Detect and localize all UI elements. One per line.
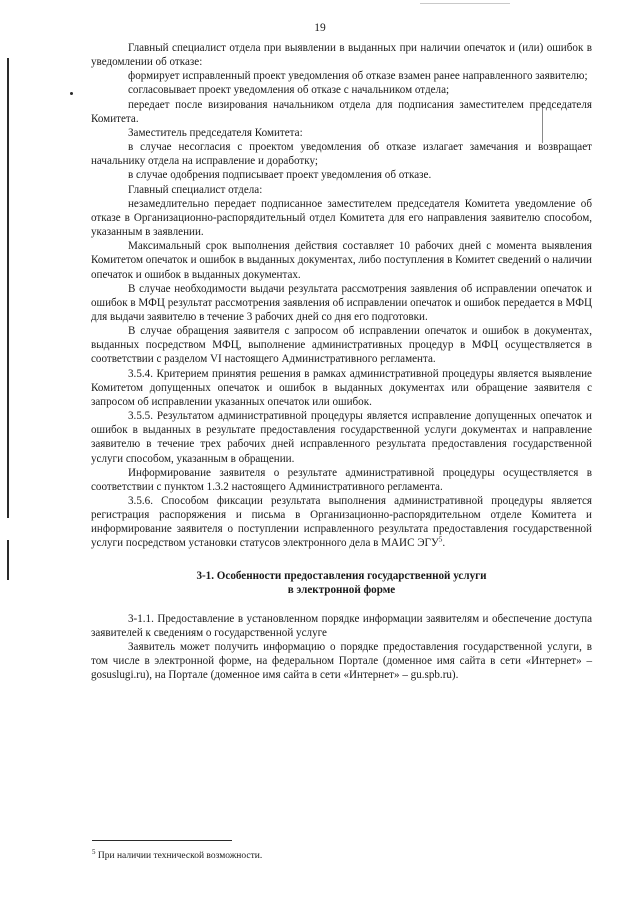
paragraph-text: 3.5.6. Способом фиксации результата выполнения административной процедуры является регистрация распоряжения и письма в Организационно-распорядительном отделе Комитета и информирование заявителя о поступлении исправленного результата предоставления государственной услуги посредством установки статусов электронного дела в МАИС ЭГУ	[91, 495, 592, 550]
paragraph: 3.5.5. Результатом административной процедуры является исправление допущенных опечаток и ошибок в выданных в результате предоставления государственной услуги документах и направление заявителю в течение трех рабочих дней исправленного результата предоставления государственной услуги способом, указанным в обращении.	[91, 410, 592, 465]
paragraph: передает после визирования начальником отдела для подписания заместителем председателя Комитета.	[91, 98, 592, 125]
paragraph: в случае несогласия с проектом уведомления об отказе излагает замечания и возвращает начальнику отдела на исправление и доработку;	[91, 141, 592, 168]
footnote-text: При наличии технической возможности.	[97, 851, 263, 861]
page-number: 19	[314, 22, 326, 34]
section-heading	[91, 569, 592, 598]
paragraph: 3-1.1. Предоставление в установленном порядке информации заявителям и обеспечение доступа заявителей к сведениям о государственной услуге	[91, 612, 592, 639]
footnote	[92, 847, 592, 862]
heading-spacer	[91, 598, 592, 612]
scan-artifact-line	[420, 3, 510, 4]
paragraph: Информирование заявителя о результате административной процедуры осуществляется в соответствии с пунктом 1.3.2 настоящего Административного регламента.	[91, 466, 592, 493]
scan-artifact-dot	[70, 92, 73, 95]
paragraph: незамедлительно передает подписанное заместителем председателя Комитета уведомление об отказе в Организационно-распорядительный отдел Комитета для его направления заявителю способом, указанным в заявлении.	[91, 197, 592, 239]
section-heading-line-2: в электронной форме	[287, 584, 396, 597]
paragraph: В случае необходимости выдачи результата рассмотрения заявления об исправлении опечаток и ошибок в МФЦ результат рассмотрения заявления об исправлении опечаток и ошибок передается в МФЦ для выдачи заявителю в течение 3 рабочих дней со дня его подготовки.	[91, 282, 592, 323]
footnote-reference: 5	[438, 535, 443, 544]
scan-margin-bar-lower	[7, 540, 9, 580]
paragraph: Заявитель может получить информацию о порядке предоставления государственной услуги, в том числе в электронной форме, на федеральном Портале (доменное имя сайта в сети «Интернет» – gosuslugi.ru), на Портале (доменное имя сайта в сети «Интернет» – gu.spb.ru).	[91, 640, 592, 682]
scan-margin-bar	[7, 58, 9, 518]
footnote-divider	[92, 840, 232, 841]
paragraph-with-footnote: 3.5.6. Способом фиксации результата выполнения административной процедуры является регистрация распоряжения и письма в Организационно-распорядительном отделе Комитета и информирование заявителя о поступлении исправленного результата предоставления государственной услуги посредством установки статусов электронного дела в МАИС ЭГУ$^5$.	[91, 495, 592, 550]
paragraph: Главный специалист отдела при выявлении в выданных при наличии опечаток и (или) ошибок в уведомлении об отказе:	[91, 42, 592, 69]
footnote-mark: 5	[92, 847, 96, 856]
paragraph: Максимальный срок выполнения действия составляет 10 рабочих дней с момента выявления Комитетом опечаток и ошибок в выданных документах, либо поступления в Комитет сведений о наличии опечаток и ошибок в выданных документах.	[91, 240, 592, 281]
paragraph: Заместитель председателя Комитета:	[128, 126, 303, 139]
section-heading-line-1: 3-1. Особенности предоставления государственной услуги	[196, 569, 487, 582]
paragraph: в случае одобрения подписывает проект уведомления об отказе.	[128, 169, 432, 182]
paragraph: В случае обращения заявителя с запросом об исправлении опечаток и ошибок в документах, выданных посредством МФЦ, выполнение административных процедур в МФЦ осуществляется в соответствии с разделом VI настоящего Административного регламента.	[91, 325, 592, 366]
paragraph: 3.5.4. Критерием принятия решения в рамках административной процедуры является выявление Комитетом допущенных опечаток и ошибок в выданных документах или обращение заявителя с запросом об исправлении указанных опечаток или ошибок.	[91, 367, 592, 408]
paragraph: Главный специалист отдела:	[128, 183, 263, 196]
paragraph: формирует исправленный проект уведомления об отказе взамен ранее направленного заявителю;	[128, 70, 588, 83]
body-text	[91, 41, 592, 682]
paragraph: согласовывает проект уведомления об отказе с начальником отдела;	[128, 84, 450, 97]
